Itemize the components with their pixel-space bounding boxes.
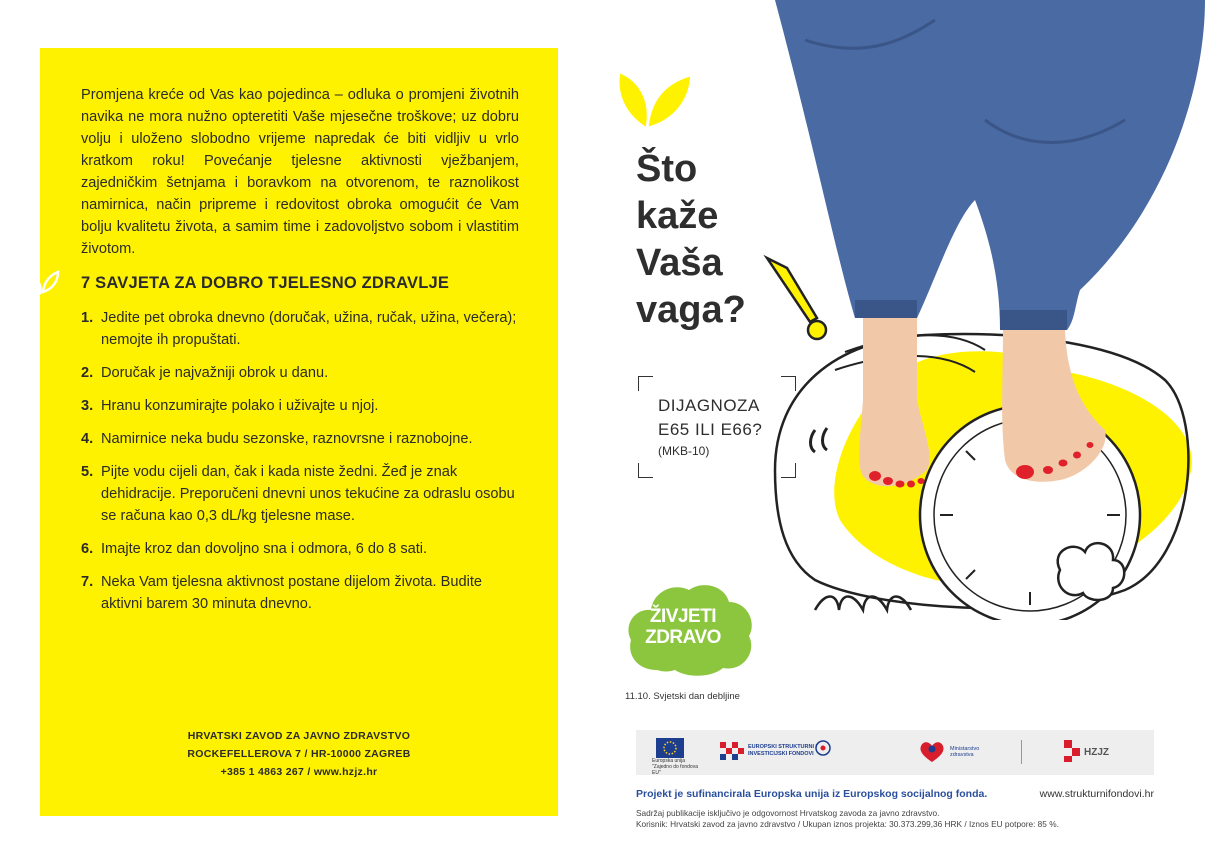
address-web-link[interactable]: www.hzjz.hr <box>313 766 378 778</box>
eu-flag-icon <box>656 738 684 758</box>
disclaimer <box>636 808 1176 830</box>
tip-item <box>81 461 521 527</box>
tip-item <box>81 428 521 450</box>
disclaimer-line: Korisnik: Hrvatski zavod za javno zdravstvo / Ukupan iznos projekta: 30.373.299,36 HRK / Iznos EU potpore: 85 %. <box>636 819 1059 829</box>
tip-number: 6. <box>81 541 94 557</box>
tip-text: Imajte kroz dan dovoljno sna i odmora, 6 do 8 sati. <box>101 541 428 557</box>
funding-statement: Projekt je sufinancirala Europska unija iz Europskog socijalnog fonda. <box>636 788 988 800</box>
logo-divider <box>1021 740 1022 764</box>
world-obesity-day: 11.10. Svjetski dan debljine <box>625 691 740 702</box>
badge-line: ZDRAVO <box>645 627 721 648</box>
left-panel <box>40 48 558 816</box>
ministry-heart-icon <box>919 740 945 764</box>
frame-corner <box>781 376 796 391</box>
hzjz-logo-text: HZJZ <box>1084 747 1109 758</box>
tip-number: 1. <box>81 310 94 326</box>
tip-number: 7. <box>81 574 94 590</box>
frame-corner <box>781 463 796 478</box>
intro-paragraph: Promjena kreće od Vas kao pojedinca – odluka o promjeni životnih navika ne mora nužno opteretiti Vaše mjesečne troškove; uz dobru volju i uloženo slobodno vrijeme napredak će biti vidljiv u vrlo kratkom roku! Povećanje tjelesne aktivnosti vježbanjem, zajedničkim šetnjama i boravkom na otvorenom, te raznolikost namirnica, način pripreme i redovitost obroka omogućit će Vam bolju kvalitetu života, a samim time i zadovoljstvo sobom i vlastitim životom. <box>81 87 519 257</box>
eu-logo-caption: Europska unija "Zajedno do fondova EU" <box>652 758 698 776</box>
tip-text: Pijte vodu cijeli dan, čak i kada niste žedni. Žeđ je znak dehidracije. Preporučeni dnevni unos tekućine za odraslu osobu se računa kao 0,3 dL/kg tjelesne mase. <box>101 464 515 524</box>
jeans <box>775 0 1205 330</box>
diagnosis-codes: E65 ILI E66? <box>658 420 763 439</box>
tip-item <box>81 395 521 417</box>
title-word: Što <box>636 148 698 190</box>
diagnosis-label: DIJAGNOZA <box>658 396 760 415</box>
tip-text: Namirnice neka budu sezonske, raznovrsne i raznobojne. <box>101 431 473 447</box>
frame-corner <box>638 463 653 478</box>
address-org: HRVATSKI ZAVOD ZA JAVNO ZDRAVSTVO <box>187 730 411 742</box>
tip-item <box>81 571 521 615</box>
right-panel <box>605 0 1223 857</box>
title-word: vaga? <box>636 289 746 331</box>
frame-corner <box>638 376 653 391</box>
tip-text: Jedite pet obroka dnevno (doručak, užina, ručak, užina, večera); nemojte ih propuštati. <box>101 310 517 348</box>
tip-number: 2. <box>81 365 94 381</box>
structural-funds-link[interactable]: www.strukturnifondovi.hr <box>1039 788 1154 800</box>
badge-line: ŽIVJETI <box>649 606 717 627</box>
tip-text: Hranu konzumirajte polako i uživajte u njoj. <box>101 398 379 414</box>
address-street: ROCKEFELLEROVA 7 / HR-10000 ZAGREB <box>187 748 411 760</box>
leaf-icon-large <box>621 75 646 125</box>
tip-item <box>81 362 521 384</box>
tips-list <box>81 307 521 626</box>
croatia-checker-icon <box>720 742 744 764</box>
badge-label <box>633 606 733 648</box>
tip-number: 4. <box>81 431 94 447</box>
spring-drawing <box>815 597 911 611</box>
tips-heading: 7 SAVJETA ZA DOBRO TJELESNO ZDRAVLJE <box>81 274 450 292</box>
tip-number: 3. <box>81 398 94 414</box>
esif-logo-text: EUROPSKI STRUKTURNI I INVESTICIJSKI FONDOVI <box>748 744 818 757</box>
address-phone: +385 1 4863 267 / <box>220 766 314 778</box>
leaf-icon <box>26 266 60 296</box>
page-title <box>636 146 796 334</box>
hzjz-logo-icon <box>1064 740 1082 762</box>
diagnosis-box <box>638 376 796 478</box>
logo-strip <box>636 730 1154 775</box>
diagnosis-classification: (MKB-10) <box>658 444 710 458</box>
tip-text: Neka Vam tjelesna aktivnost postane dijelom života. Budite aktivni barem 30 minuta dnevno. <box>101 574 482 612</box>
tip-text: Doručak je najvažniji obrok u danu. <box>101 365 329 381</box>
tip-item <box>81 307 521 351</box>
tip-item <box>81 538 521 560</box>
title-word: kaže <box>636 195 719 237</box>
title-word: Vaša <box>636 242 723 284</box>
tip-number: 5. <box>81 464 94 480</box>
disclaimer-line: Sadržaj publikacije isključivo je odgovornost Hrvatskog zavoda za javno zdravstvo. <box>636 808 940 818</box>
flower-emblem-icon <box>812 738 834 766</box>
ministry-logo-text: Ministarstvo zdravstva <box>950 746 980 758</box>
address-block <box>40 727 558 781</box>
address-contact <box>40 763 558 781</box>
